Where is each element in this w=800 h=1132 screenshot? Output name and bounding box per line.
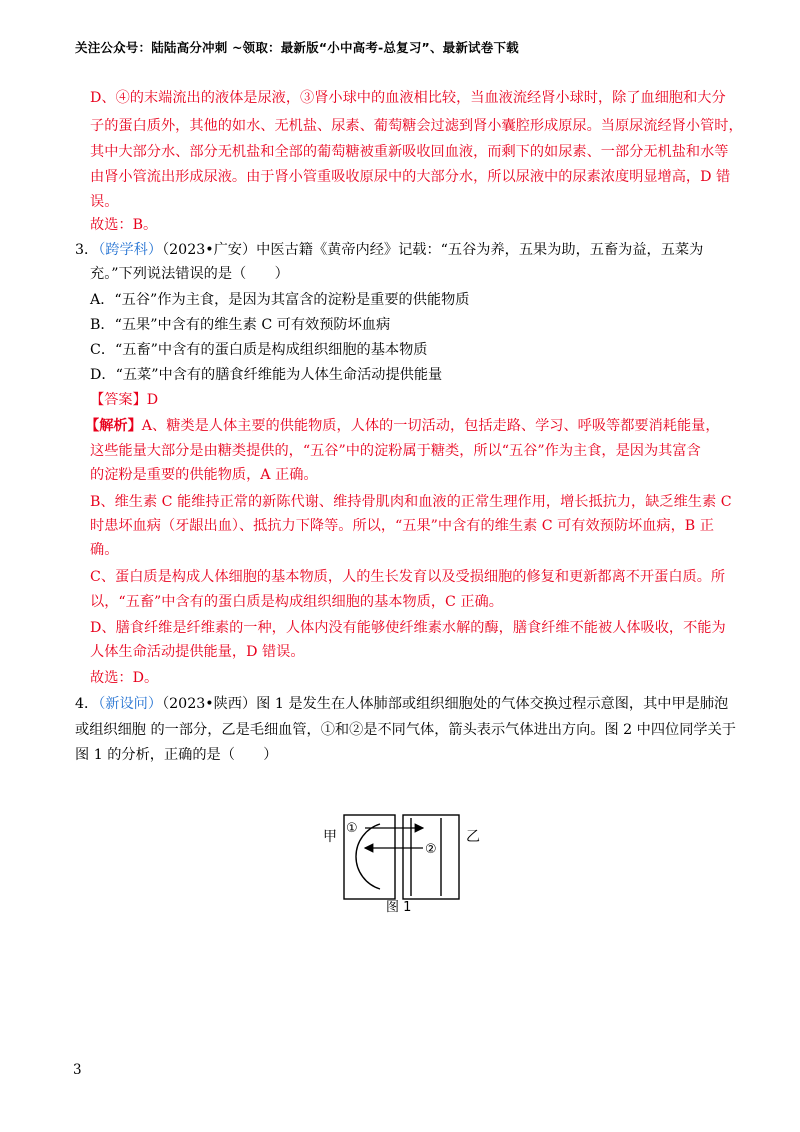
- analysis-line: 的淀粉是重要的供能物质，A 正确。: [90, 467, 318, 483]
- cell-arc: [356, 824, 380, 889]
- page-header: 关注公众号：陆陆高分冲刺 ~领取：最新版“小中高考-总复习”、最新试卷下载: [75, 40, 519, 55]
- prev-analysis-line: 由肾小管流出形成尿液。由于肾小管重吸收原尿中的大部分水，所以尿液中的尿素浓度明显增高，D 错: [90, 169, 731, 185]
- analysis-line: 时患坏血病（牙龈出血）、抵抗力下降等。所以，“五果”中含有的维生素 C 可有效预防坏血病，B 正: [90, 518, 714, 534]
- question-3-stem-line2: 充。”下列说法错误的是（ ）: [90, 266, 289, 282]
- gas-exchange-diagram: [343, 814, 461, 900]
- question-text: （2023•广安）中医古籍《黄帝内经》记载：“五谷为养，五果为助，五畜为益，五菜为: [162, 242, 704, 258]
- gas-2-label: ②: [425, 842, 437, 857]
- option-d: D．“五菜”中含有的膳食纤维能为人体生命活动提供能量: [90, 367, 443, 383]
- question-4-stem-line3: 图 1 的分析，正确的是（ ）: [75, 747, 278, 763]
- analysis-line: 人体生命活动提供能量，D 错误。: [90, 644, 305, 660]
- prev-analysis-line: 误。: [90, 194, 119, 210]
- choice: 故选：D。: [90, 670, 159, 686]
- question-text: （2023•陕西）图 1 是发生在人体肺部或组织细胞处的气体交换过程示意图，其中甲是肺泡: [162, 696, 729, 712]
- label-yi: 乙: [466, 829, 480, 845]
- option-c: C．“五畜”中含有的蛋白质是构成组织细胞的基本物质: [90, 342, 428, 358]
- question-4-stem: [75, 692, 728, 716]
- option-a: A．“五谷”作为主食，是因为其富含的淀粉是重要的供能物质: [90, 292, 470, 308]
- question-tag: （跨学科）: [98, 242, 163, 258]
- analysis-label: 【解析】: [85, 418, 142, 434]
- analysis-line: 以，“五畜”中含有的蛋白质是构成组织细胞的基本物质，C 正确。: [90, 594, 503, 610]
- prev-analysis-line: D、④的末端流出的液体是尿液，③肾小球中的血液相比较，当血液流经肾小球时，除了血细胞和大分: [90, 90, 726, 106]
- analysis-line: [85, 414, 720, 438]
- question-number: 4．: [75, 696, 99, 712]
- prev-analysis-line: 子的蛋白质外，其他的如水、无机盐、尿素、葡萄糖会过滤到肾小囊腔形成原尿。当原尿流经肾小管时，: [90, 118, 743, 134]
- question-tag: （新设问）: [98, 696, 163, 712]
- gas-1-label: ①: [346, 821, 358, 836]
- analysis-line: D、膳食纤维是纤维素的一种，人体内没有能够使纤维素水解的酶，膳食纤维不能被人体吸收，不能为: [90, 620, 726, 636]
- prev-choice: 故选：B。: [90, 217, 158, 233]
- question-number: 3．: [75, 242, 99, 258]
- figure-caption: 图 1: [386, 900, 412, 915]
- label-jia: 甲: [323, 829, 337, 845]
- page-number: 3: [73, 1062, 82, 1078]
- analysis-line: 这些能量大部分是由糖类提供的，“五谷”中的淀粉属于糖类，所以“五谷”作为主食，是因为其富含: [90, 443, 701, 459]
- analysis-text: A、糖类是人体主要的供能物质，人体的一切活动，包括走路、学习、呼吸等都要消耗能量，: [141, 418, 720, 434]
- analysis-line: 确。: [90, 542, 119, 558]
- question-3-stem: [75, 238, 703, 262]
- prev-analysis-line: 其中大部分水、部分无机盐和全部的葡萄糖被重新吸收回血液，而剩下的如尿素、一部分无机盐和水等: [90, 144, 729, 160]
- question-4-stem-line2: 或组织细胞 的一部分，乙是毛细血管，①和②是不同气体，箭头表示气体进出方向。图 2 中四位同学关于: [75, 722, 736, 738]
- analysis-line: C、蛋白质是构成人体细胞的基本物质，人的生长发育以及受损细胞的修复和更新都离不开蛋白质。所: [90, 569, 726, 585]
- analysis-line: B、维生素 C 能维持正常的新陈代谢、维持骨肌肉和血液的正常生理作用，增长抵抗力，缺乏维生素 C: [90, 494, 732, 510]
- option-b: B．“五果”中含有的维生素 C 可有效预防坏血病: [90, 317, 391, 333]
- answer: 【答案】D: [90, 392, 159, 408]
